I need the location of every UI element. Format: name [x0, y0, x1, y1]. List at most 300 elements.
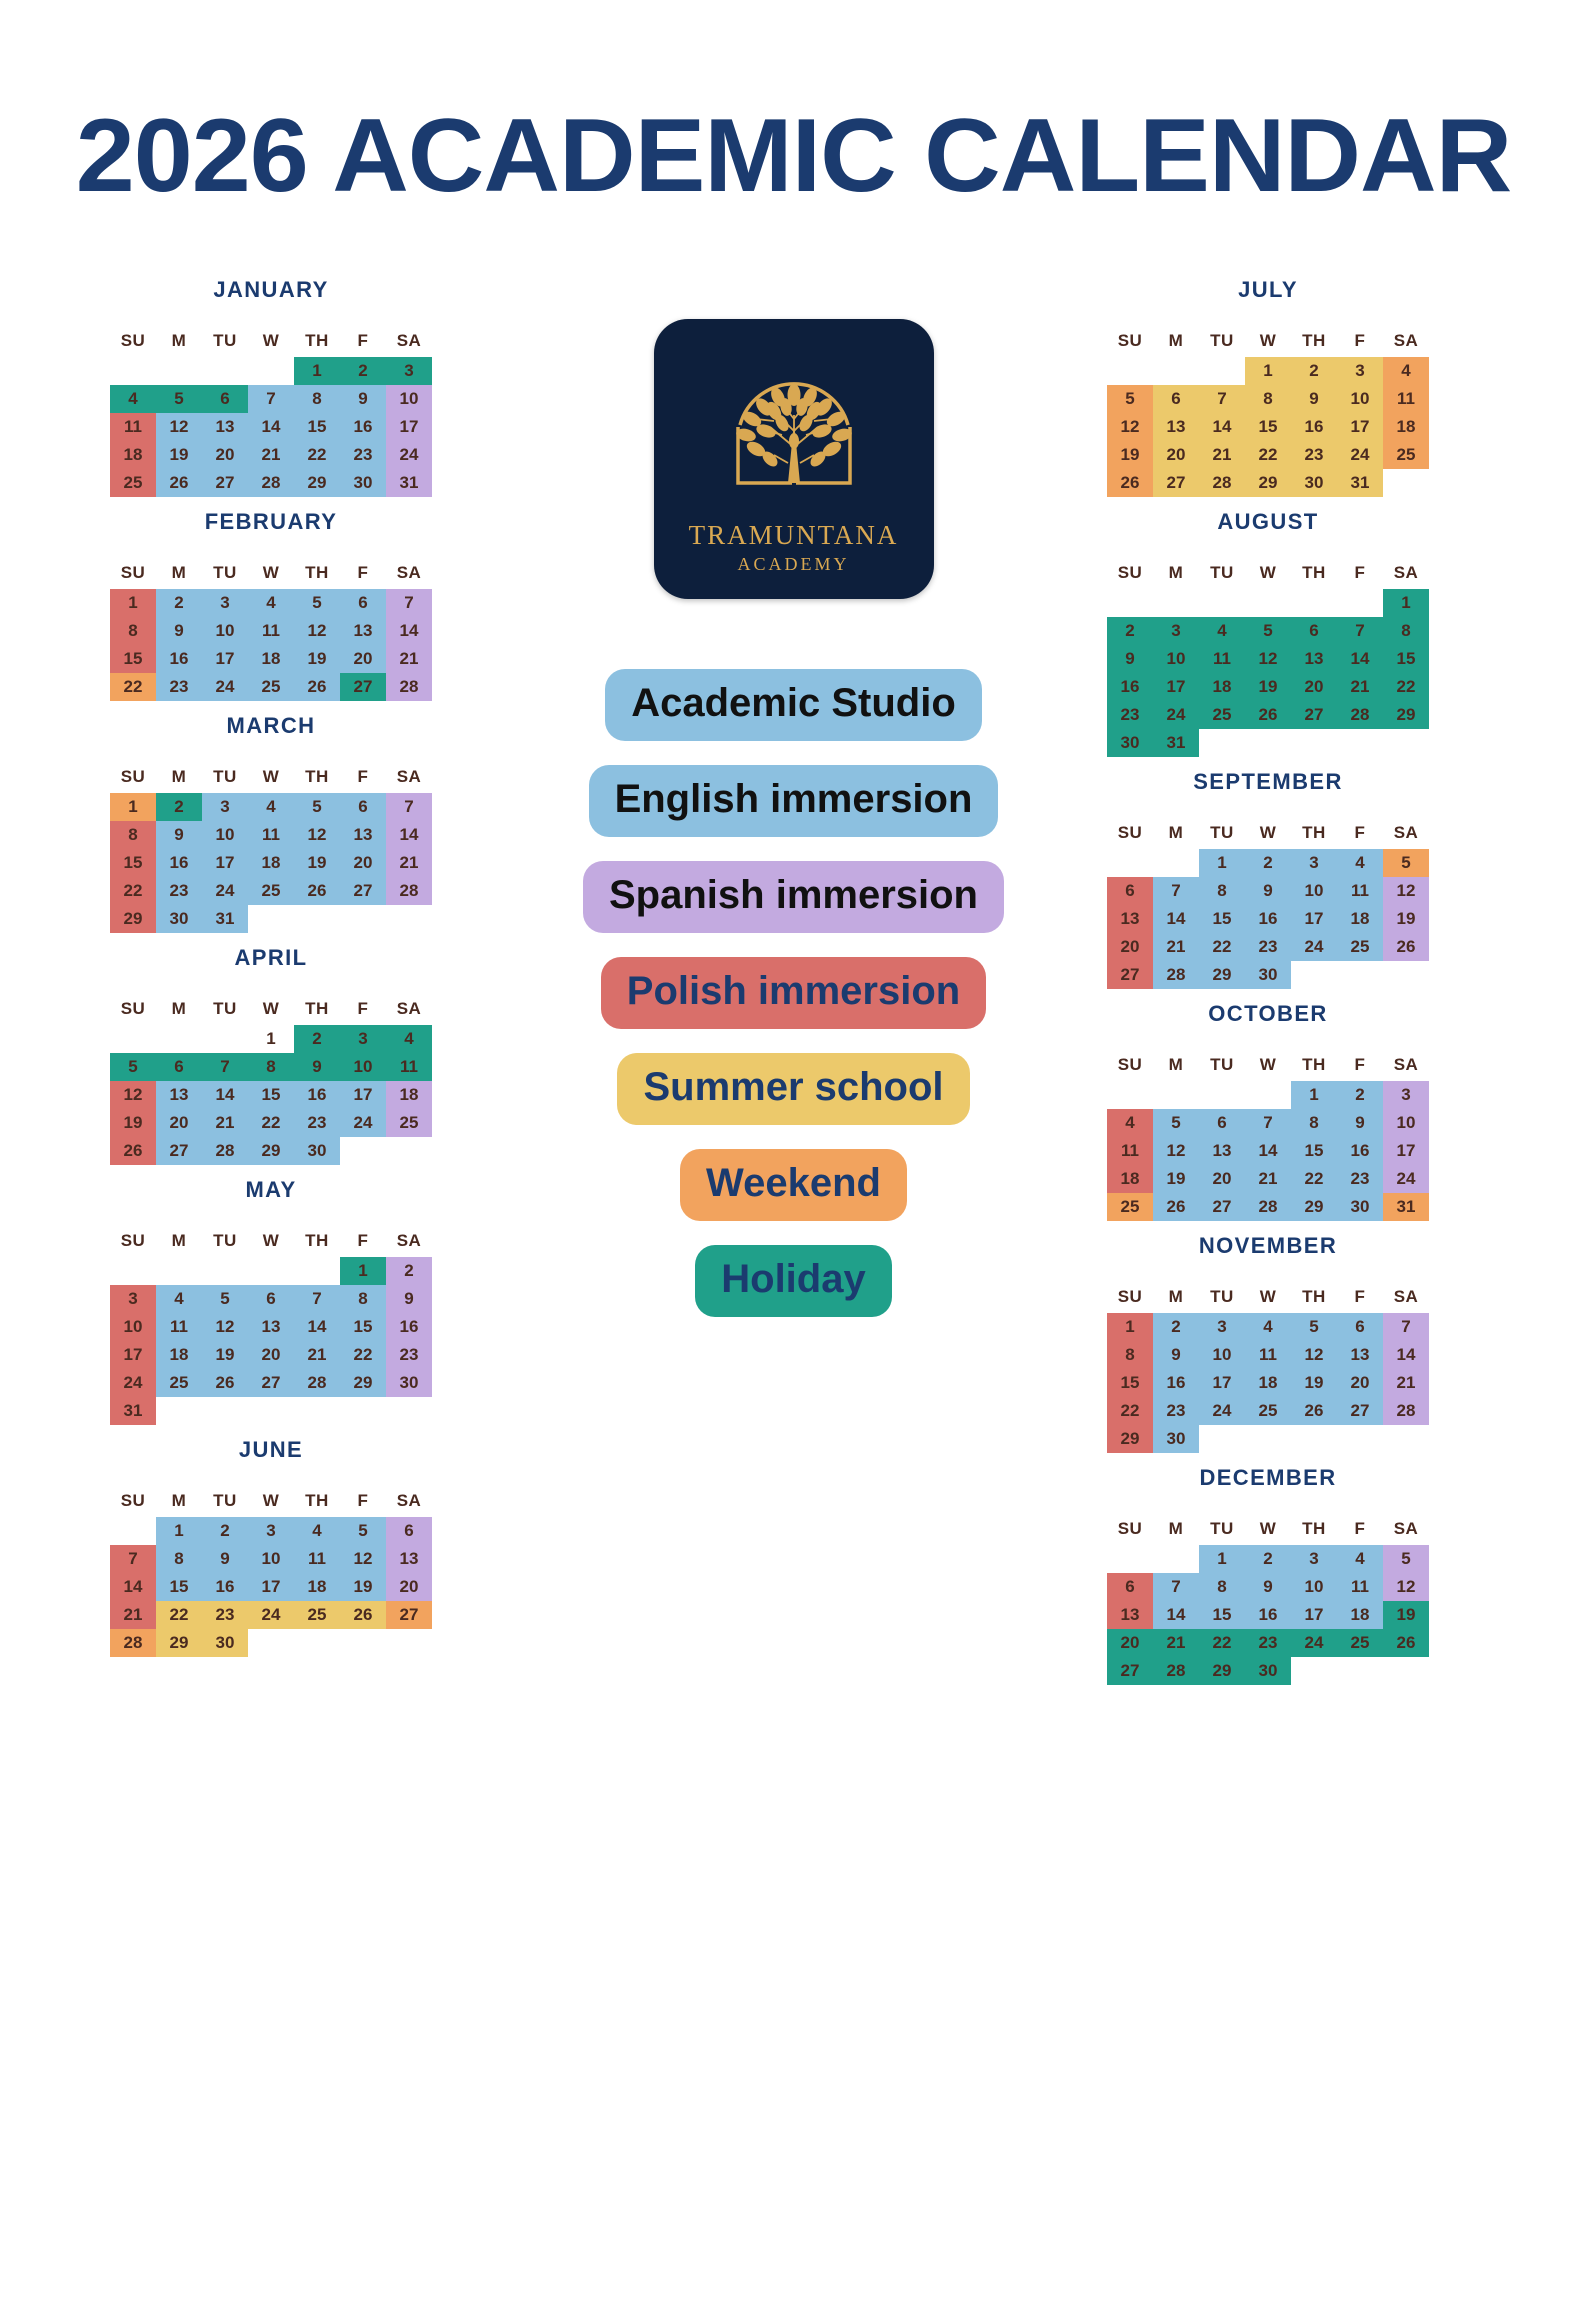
- day-cell[interactable]: 5: [1245, 617, 1291, 645]
- day-cell[interactable]: 7: [110, 1545, 156, 1573]
- day-cell[interactable]: 22: [1107, 1397, 1153, 1425]
- day-cell[interactable]: 20: [202, 441, 248, 469]
- day-cell[interactable]: 21: [386, 849, 432, 877]
- day-cell[interactable]: 15: [110, 645, 156, 673]
- day-cell[interactable]: 5: [294, 589, 340, 617]
- day-cell[interactable]: 5: [1383, 1545, 1429, 1573]
- day-cell[interactable]: 21: [1337, 673, 1383, 701]
- day-cell[interactable]: 11: [1245, 1341, 1291, 1369]
- day-cell[interactable]: 26: [294, 673, 340, 701]
- day-cell[interactable]: 14: [110, 1573, 156, 1601]
- day-cell[interactable]: 13: [1107, 905, 1153, 933]
- day-cell[interactable]: 6: [340, 589, 386, 617]
- day-cell[interactable]: 4: [386, 1025, 432, 1053]
- day-cell[interactable]: 5: [1153, 1109, 1199, 1137]
- day-cell[interactable]: 28: [386, 877, 432, 905]
- day-cell[interactable]: 8: [156, 1545, 202, 1573]
- day-cell[interactable]: 26: [1245, 701, 1291, 729]
- day-cell[interactable]: 30: [294, 1137, 340, 1165]
- day-cell[interactable]: 5: [294, 793, 340, 821]
- day-cell[interactable]: 17: [386, 413, 432, 441]
- day-cell[interactable]: 22: [1199, 933, 1245, 961]
- day-cell[interactable]: 30: [1291, 469, 1337, 497]
- day-cell[interactable]: 30: [202, 1629, 248, 1657]
- day-cell[interactable]: 22: [110, 673, 156, 701]
- day-cell[interactable]: 11: [1337, 877, 1383, 905]
- day-cell[interactable]: 13: [340, 617, 386, 645]
- day-cell[interactable]: 6: [248, 1285, 294, 1313]
- day-cell[interactable]: 20: [156, 1109, 202, 1137]
- day-cell[interactable]: 5: [1107, 385, 1153, 413]
- day-cell[interactable]: 17: [202, 849, 248, 877]
- day-cell[interactable]: 7: [1337, 617, 1383, 645]
- day-cell[interactable]: 19: [1291, 1369, 1337, 1397]
- day-cell[interactable]: 15: [340, 1313, 386, 1341]
- day-cell[interactable]: 31: [1337, 469, 1383, 497]
- day-cell[interactable]: 27: [1107, 1657, 1153, 1685]
- day-cell[interactable]: 28: [202, 1137, 248, 1165]
- day-cell[interactable]: 18: [1107, 1165, 1153, 1193]
- day-cell[interactable]: 17: [1337, 413, 1383, 441]
- day-cell[interactable]: 20: [1337, 1369, 1383, 1397]
- day-cell[interactable]: 11: [156, 1313, 202, 1341]
- day-cell[interactable]: 24: [386, 441, 432, 469]
- day-cell[interactable]: 25: [1245, 1397, 1291, 1425]
- day-cell[interactable]: 24: [1291, 1629, 1337, 1657]
- day-cell[interactable]: 13: [156, 1081, 202, 1109]
- legend-item-spanish[interactable]: Spanish immersion: [583, 861, 1004, 933]
- day-cell[interactable]: 6: [1291, 617, 1337, 645]
- day-cell[interactable]: 4: [248, 589, 294, 617]
- day-cell[interactable]: 8: [1291, 1109, 1337, 1137]
- day-cell[interactable]: 8: [1199, 877, 1245, 905]
- day-cell[interactable]: 16: [156, 645, 202, 673]
- day-cell[interactable]: 10: [1291, 877, 1337, 905]
- day-cell[interactable]: 12: [202, 1313, 248, 1341]
- day-cell[interactable]: 20: [340, 645, 386, 673]
- day-cell[interactable]: 13: [1199, 1137, 1245, 1165]
- day-cell[interactable]: 21: [1383, 1369, 1429, 1397]
- day-cell[interactable]: 16: [1245, 905, 1291, 933]
- day-cell[interactable]: 1: [1199, 1545, 1245, 1573]
- day-cell[interactable]: 18: [1245, 1369, 1291, 1397]
- day-cell[interactable]: 12: [294, 821, 340, 849]
- day-cell[interactable]: 6: [1337, 1313, 1383, 1341]
- day-cell[interactable]: 12: [1383, 877, 1429, 905]
- day-cell[interactable]: 1: [1291, 1081, 1337, 1109]
- day-cell[interactable]: 30: [1245, 1657, 1291, 1685]
- day-cell[interactable]: 10: [1153, 645, 1199, 673]
- day-cell[interactable]: 4: [1383, 357, 1429, 385]
- day-cell[interactable]: 29: [110, 905, 156, 933]
- day-cell[interactable]: 8: [1383, 617, 1429, 645]
- day-cell[interactable]: 8: [294, 385, 340, 413]
- day-cell[interactable]: 6: [1153, 385, 1199, 413]
- day-cell[interactable]: 22: [156, 1601, 202, 1629]
- day-cell[interactable]: 5: [156, 385, 202, 413]
- day-cell[interactable]: 2: [294, 1025, 340, 1053]
- day-cell[interactable]: 13: [1291, 645, 1337, 673]
- day-cell[interactable]: 26: [1383, 1629, 1429, 1657]
- day-cell[interactable]: 17: [340, 1081, 386, 1109]
- day-cell[interactable]: 2: [1245, 1545, 1291, 1573]
- day-cell[interactable]: 15: [1383, 645, 1429, 673]
- day-cell[interactable]: 23: [1291, 441, 1337, 469]
- day-cell[interactable]: 19: [1245, 673, 1291, 701]
- day-cell[interactable]: 12: [1291, 1341, 1337, 1369]
- day-cell[interactable]: 16: [202, 1573, 248, 1601]
- day-cell[interactable]: 18: [248, 849, 294, 877]
- day-cell[interactable]: 23: [1107, 701, 1153, 729]
- day-cell[interactable]: 13: [1337, 1341, 1383, 1369]
- day-cell[interactable]: 12: [294, 617, 340, 645]
- day-cell[interactable]: 2: [1245, 849, 1291, 877]
- day-cell[interactable]: 7: [386, 793, 432, 821]
- day-cell[interactable]: 4: [1337, 849, 1383, 877]
- day-cell[interactable]: 4: [110, 385, 156, 413]
- day-cell[interactable]: 29: [340, 1369, 386, 1397]
- day-cell[interactable]: 25: [1199, 701, 1245, 729]
- day-cell[interactable]: 15: [1199, 1601, 1245, 1629]
- day-cell[interactable]: 3: [1153, 617, 1199, 645]
- day-cell[interactable]: 26: [1291, 1397, 1337, 1425]
- day-cell[interactable]: 14: [386, 821, 432, 849]
- day-cell[interactable]: 11: [248, 617, 294, 645]
- day-cell[interactable]: 12: [156, 413, 202, 441]
- day-cell[interactable]: 19: [110, 1109, 156, 1137]
- day-cell[interactable]: 9: [1107, 645, 1153, 673]
- day-cell[interactable]: 13: [202, 413, 248, 441]
- day-cell[interactable]: 10: [340, 1053, 386, 1081]
- day-cell[interactable]: 29: [1107, 1425, 1153, 1453]
- day-cell[interactable]: 22: [1291, 1165, 1337, 1193]
- day-cell[interactable]: 9: [1245, 877, 1291, 905]
- day-cell[interactable]: 29: [1199, 961, 1245, 989]
- day-cell[interactable]: 28: [1383, 1397, 1429, 1425]
- day-cell[interactable]: 10: [1337, 385, 1383, 413]
- legend-item-summer[interactable]: Summer school: [617, 1053, 969, 1125]
- day-cell[interactable]: 23: [340, 441, 386, 469]
- day-cell[interactable]: 20: [248, 1341, 294, 1369]
- day-cell[interactable]: 10: [386, 385, 432, 413]
- day-cell[interactable]: 15: [1199, 905, 1245, 933]
- day-cell[interactable]: 26: [110, 1137, 156, 1165]
- day-cell[interactable]: 8: [1199, 1573, 1245, 1601]
- day-cell[interactable]: 27: [202, 469, 248, 497]
- day-cell[interactable]: 4: [1245, 1313, 1291, 1341]
- day-cell[interactable]: 31: [202, 905, 248, 933]
- day-cell[interactable]: 18: [294, 1573, 340, 1601]
- day-cell[interactable]: 21: [294, 1341, 340, 1369]
- day-cell[interactable]: 25: [248, 877, 294, 905]
- day-cell[interactable]: 28: [1245, 1193, 1291, 1221]
- day-cell[interactable]: 31: [110, 1397, 156, 1425]
- day-cell[interactable]: 27: [340, 673, 386, 701]
- day-cell[interactable]: 7: [202, 1053, 248, 1081]
- day-cell[interactable]: 8: [110, 821, 156, 849]
- day-cell[interactable]: 30: [1153, 1425, 1199, 1453]
- day-cell[interactable]: 30: [1107, 729, 1153, 757]
- day-cell[interactable]: 14: [1199, 413, 1245, 441]
- day-cell[interactable]: 27: [1199, 1193, 1245, 1221]
- day-cell[interactable]: 27: [386, 1601, 432, 1629]
- day-cell[interactable]: 22: [340, 1341, 386, 1369]
- day-cell[interactable]: 26: [1383, 933, 1429, 961]
- day-cell[interactable]: 25: [1337, 1629, 1383, 1657]
- day-cell[interactable]: 24: [1291, 933, 1337, 961]
- day-cell[interactable]: 2: [156, 589, 202, 617]
- day-cell[interactable]: 10: [1199, 1341, 1245, 1369]
- day-cell[interactable]: 13: [1153, 413, 1199, 441]
- day-cell[interactable]: 30: [386, 1369, 432, 1397]
- day-cell[interactable]: 23: [156, 673, 202, 701]
- legend-item-polish[interactable]: Polish immersion: [601, 957, 986, 1029]
- day-cell[interactable]: 31: [1383, 1193, 1429, 1221]
- day-cell[interactable]: 17: [1153, 673, 1199, 701]
- day-cell[interactable]: 28: [386, 673, 432, 701]
- day-cell[interactable]: 4: [248, 793, 294, 821]
- day-cell[interactable]: 21: [1153, 933, 1199, 961]
- day-cell[interactable]: 16: [1153, 1369, 1199, 1397]
- day-cell[interactable]: 7: [1153, 1573, 1199, 1601]
- day-cell[interactable]: 6: [202, 385, 248, 413]
- day-cell[interactable]: 19: [1107, 441, 1153, 469]
- day-cell[interactable]: 17: [202, 645, 248, 673]
- day-cell[interactable]: 29: [1383, 701, 1429, 729]
- day-cell[interactable]: 29: [1245, 469, 1291, 497]
- day-cell[interactable]: 19: [1153, 1165, 1199, 1193]
- day-cell[interactable]: 29: [156, 1629, 202, 1657]
- day-cell[interactable]: 15: [1291, 1137, 1337, 1165]
- day-cell[interactable]: 29: [1291, 1193, 1337, 1221]
- day-cell[interactable]: 4: [1199, 617, 1245, 645]
- day-cell[interactable]: 23: [1245, 933, 1291, 961]
- day-cell[interactable]: 18: [386, 1081, 432, 1109]
- day-cell[interactable]: 10: [248, 1545, 294, 1573]
- day-cell[interactable]: 23: [1245, 1629, 1291, 1657]
- day-cell[interactable]: 23: [294, 1109, 340, 1137]
- day-cell[interactable]: 24: [110, 1369, 156, 1397]
- day-cell[interactable]: 19: [294, 645, 340, 673]
- day-cell[interactable]: 12: [1153, 1137, 1199, 1165]
- day-cell[interactable]: 11: [386, 1053, 432, 1081]
- day-cell[interactable]: 22: [1245, 441, 1291, 469]
- day-cell[interactable]: 24: [1153, 701, 1199, 729]
- day-cell[interactable]: 3: [340, 1025, 386, 1053]
- day-cell[interactable]: 2: [156, 793, 202, 821]
- day-cell[interactable]: 11: [1199, 645, 1245, 673]
- day-cell[interactable]: 12: [110, 1081, 156, 1109]
- day-cell[interactable]: 23: [156, 877, 202, 905]
- day-cell[interactable]: 19: [1383, 905, 1429, 933]
- legend-item-weekend[interactable]: Weekend: [680, 1149, 907, 1221]
- day-cell[interactable]: 7: [1245, 1109, 1291, 1137]
- day-cell[interactable]: 20: [1199, 1165, 1245, 1193]
- day-cell[interactable]: 23: [386, 1341, 432, 1369]
- day-cell[interactable]: 28: [110, 1629, 156, 1657]
- day-cell[interactable]: 19: [202, 1341, 248, 1369]
- day-cell[interactable]: 14: [1153, 905, 1199, 933]
- day-cell[interactable]: 14: [386, 617, 432, 645]
- day-cell[interactable]: 21: [202, 1109, 248, 1137]
- day-cell[interactable]: 29: [294, 469, 340, 497]
- day-cell[interactable]: 11: [248, 821, 294, 849]
- day-cell[interactable]: 3: [202, 793, 248, 821]
- day-cell[interactable]: 3: [1291, 849, 1337, 877]
- day-cell[interactable]: 5: [1291, 1313, 1337, 1341]
- day-cell[interactable]: 1: [110, 589, 156, 617]
- day-cell[interactable]: 22: [110, 877, 156, 905]
- day-cell[interactable]: 16: [1245, 1601, 1291, 1629]
- day-cell[interactable]: 3: [1337, 357, 1383, 385]
- day-cell[interactable]: 31: [1153, 729, 1199, 757]
- day-cell[interactable]: 3: [248, 1517, 294, 1545]
- day-cell[interactable]: 25: [294, 1601, 340, 1629]
- day-cell[interactable]: 16: [340, 413, 386, 441]
- day-cell[interactable]: 7: [294, 1285, 340, 1313]
- day-cell[interactable]: 9: [1291, 385, 1337, 413]
- day-cell[interactable]: 10: [110, 1313, 156, 1341]
- day-cell[interactable]: 22: [1383, 673, 1429, 701]
- day-cell[interactable]: 14: [1337, 645, 1383, 673]
- day-cell[interactable]: 10: [1383, 1109, 1429, 1137]
- day-cell[interactable]: 29: [1199, 1657, 1245, 1685]
- day-cell[interactable]: 2: [202, 1517, 248, 1545]
- day-cell[interactable]: 18: [1337, 905, 1383, 933]
- day-cell[interactable]: 27: [156, 1137, 202, 1165]
- day-cell[interactable]: 16: [1337, 1137, 1383, 1165]
- day-cell[interactable]: 28: [248, 469, 294, 497]
- day-cell[interactable]: 2: [1153, 1313, 1199, 1341]
- day-cell[interactable]: 17: [248, 1573, 294, 1601]
- day-cell[interactable]: 27: [1153, 469, 1199, 497]
- day-cell[interactable]: 1: [340, 1257, 386, 1285]
- day-cell[interactable]: 8: [248, 1053, 294, 1081]
- day-cell[interactable]: 21: [248, 441, 294, 469]
- day-cell[interactable]: 18: [248, 645, 294, 673]
- day-cell[interactable]: 2: [1337, 1081, 1383, 1109]
- day-cell[interactable]: 14: [202, 1081, 248, 1109]
- day-cell[interactable]: 27: [1337, 1397, 1383, 1425]
- day-cell[interactable]: 20: [340, 849, 386, 877]
- day-cell[interactable]: 21: [386, 645, 432, 673]
- day-cell[interactable]: 6: [340, 793, 386, 821]
- day-cell[interactable]: 16: [294, 1081, 340, 1109]
- day-cell[interactable]: 1: [266, 1029, 276, 1049]
- day-cell[interactable]: 3: [202, 589, 248, 617]
- day-cell[interactable]: 9: [1337, 1109, 1383, 1137]
- day-cell[interactable]: 13: [1107, 1601, 1153, 1629]
- day-cell[interactable]: 7: [1383, 1313, 1429, 1341]
- day-cell[interactable]: 18: [1383, 413, 1429, 441]
- day-cell[interactable]: 17: [1291, 1601, 1337, 1629]
- day-cell[interactable]: 7: [386, 589, 432, 617]
- day-cell[interactable]: 1: [1199, 849, 1245, 877]
- day-cell[interactable]: 18: [1337, 1601, 1383, 1629]
- day-cell[interactable]: 18: [156, 1341, 202, 1369]
- day-cell[interactable]: 1: [110, 793, 156, 821]
- day-cell[interactable]: 27: [248, 1369, 294, 1397]
- day-cell[interactable]: 22: [294, 441, 340, 469]
- day-cell[interactable]: 2: [1107, 617, 1153, 645]
- day-cell[interactable]: 12: [1383, 1573, 1429, 1601]
- day-cell[interactable]: 9: [294, 1053, 340, 1081]
- day-cell[interactable]: 12: [340, 1545, 386, 1573]
- day-cell[interactable]: 24: [1383, 1165, 1429, 1193]
- day-cell[interactable]: 17: [110, 1341, 156, 1369]
- day-cell[interactable]: 25: [1107, 1193, 1153, 1221]
- day-cell[interactable]: 6: [1107, 1573, 1153, 1601]
- day-cell[interactable]: 30: [156, 905, 202, 933]
- day-cell[interactable]: 14: [294, 1313, 340, 1341]
- day-cell[interactable]: 14: [248, 413, 294, 441]
- day-cell[interactable]: 30: [1337, 1193, 1383, 1221]
- day-cell[interactable]: 28: [1153, 961, 1199, 989]
- day-cell[interactable]: 27: [1107, 961, 1153, 989]
- day-cell[interactable]: 4: [1337, 1545, 1383, 1573]
- day-cell[interactable]: 10: [1291, 1573, 1337, 1601]
- day-cell[interactable]: 20: [1107, 1629, 1153, 1657]
- day-cell[interactable]: 6: [156, 1053, 202, 1081]
- day-cell[interactable]: 22: [248, 1109, 294, 1137]
- day-cell[interactable]: 26: [202, 1369, 248, 1397]
- day-cell[interactable]: 23: [202, 1601, 248, 1629]
- day-cell[interactable]: 24: [340, 1109, 386, 1137]
- day-cell[interactable]: 5: [340, 1517, 386, 1545]
- day-cell[interactable]: 28: [1199, 469, 1245, 497]
- day-cell[interactable]: 2: [340, 357, 386, 385]
- day-cell[interactable]: 25: [1383, 441, 1429, 469]
- day-cell[interactable]: 8: [1245, 385, 1291, 413]
- day-cell[interactable]: 16: [386, 1313, 432, 1341]
- day-cell[interactable]: 25: [110, 469, 156, 497]
- day-cell[interactable]: 11: [1107, 1137, 1153, 1165]
- legend-item-english[interactable]: English immersion: [589, 765, 999, 837]
- day-cell[interactable]: 21: [1153, 1629, 1199, 1657]
- day-cell[interactable]: 19: [1383, 1601, 1429, 1629]
- day-cell[interactable]: 1: [294, 357, 340, 385]
- day-cell[interactable]: 18: [110, 441, 156, 469]
- day-cell[interactable]: 26: [156, 469, 202, 497]
- day-cell[interactable]: 25: [156, 1369, 202, 1397]
- day-cell[interactable]: 25: [386, 1109, 432, 1137]
- day-cell[interactable]: 19: [156, 441, 202, 469]
- day-cell[interactable]: 28: [1153, 1657, 1199, 1685]
- day-cell[interactable]: 3: [386, 357, 432, 385]
- day-cell[interactable]: 15: [248, 1081, 294, 1109]
- day-cell[interactable]: 9: [340, 385, 386, 413]
- day-cell[interactable]: 16: [1107, 673, 1153, 701]
- day-cell[interactable]: 12: [1245, 645, 1291, 673]
- day-cell[interactable]: 26: [294, 877, 340, 905]
- day-cell[interactable]: 10: [202, 821, 248, 849]
- day-cell[interactable]: 16: [156, 849, 202, 877]
- day-cell[interactable]: 29: [248, 1137, 294, 1165]
- day-cell[interactable]: 26: [1107, 469, 1153, 497]
- day-cell[interactable]: 2: [1291, 357, 1337, 385]
- legend-item-holiday[interactable]: Holiday: [695, 1245, 891, 1317]
- day-cell[interactable]: 13: [386, 1545, 432, 1573]
- day-cell[interactable]: 14: [1245, 1137, 1291, 1165]
- day-cell[interactable]: 23: [1337, 1165, 1383, 1193]
- day-cell[interactable]: 9: [202, 1545, 248, 1573]
- day-cell[interactable]: 20: [1107, 933, 1153, 961]
- day-cell[interactable]: 8: [340, 1285, 386, 1313]
- day-cell[interactable]: 4: [156, 1285, 202, 1313]
- day-cell[interactable]: 31: [386, 469, 432, 497]
- day-cell[interactable]: 30: [340, 469, 386, 497]
- day-cell[interactable]: 30: [1245, 961, 1291, 989]
